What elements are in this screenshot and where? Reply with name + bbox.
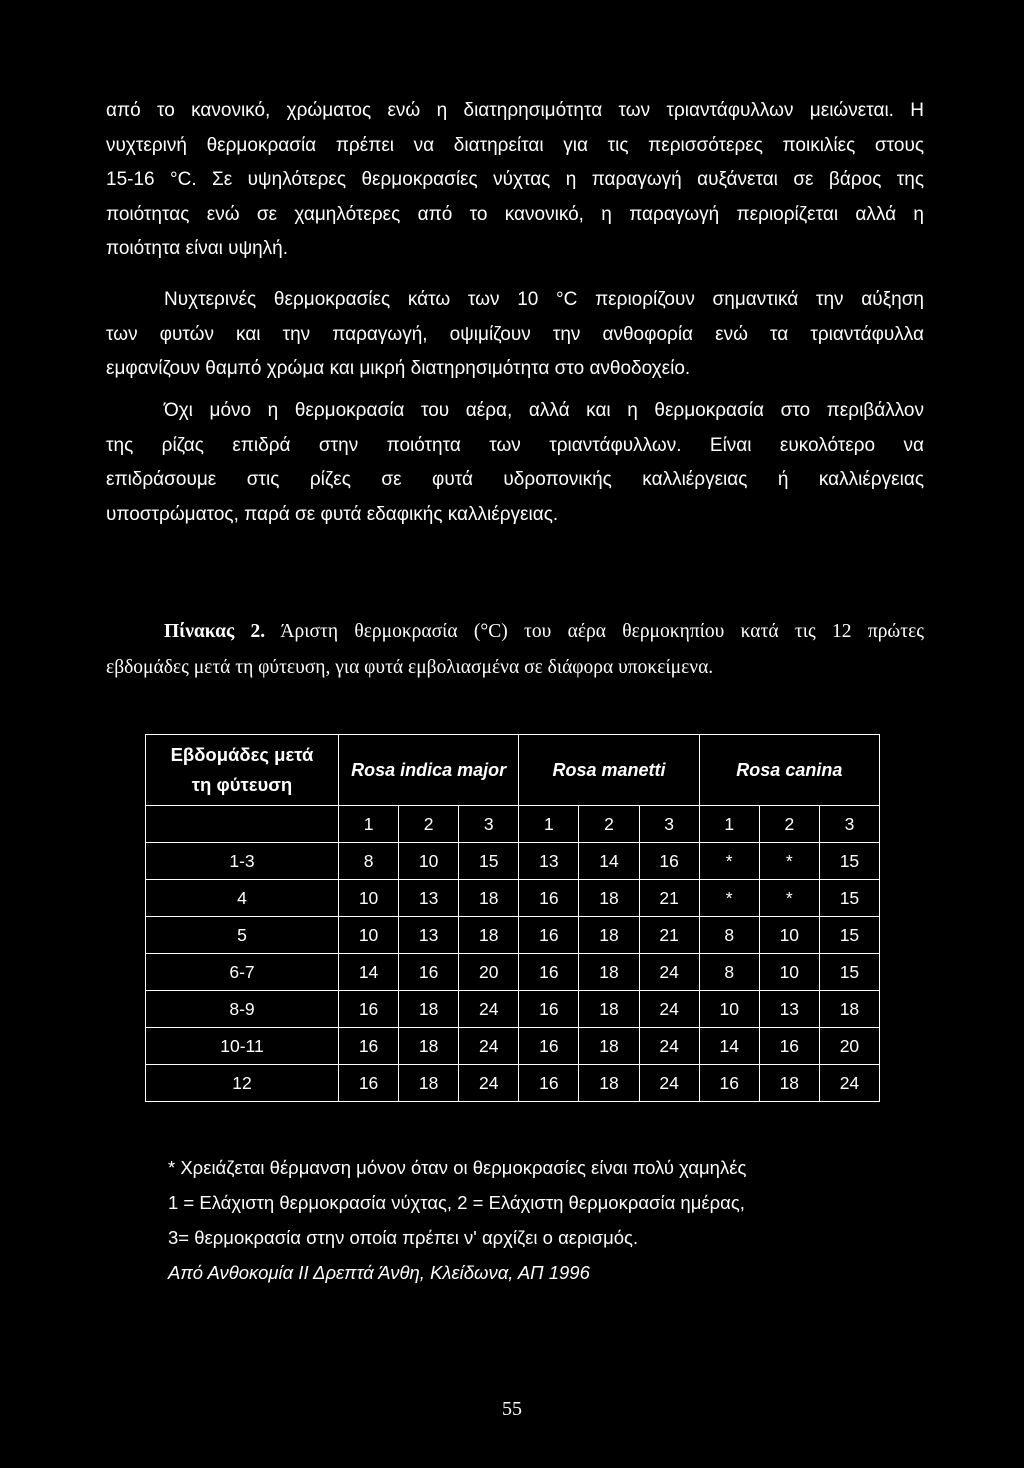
temperature-cell: 24 xyxy=(639,1065,699,1102)
temperature-cell: 18 xyxy=(459,880,519,917)
table-row xyxy=(146,1028,880,1065)
table-row xyxy=(146,954,880,991)
subheader-cell: 2 xyxy=(399,806,459,843)
subheader-cell: 3 xyxy=(639,806,699,843)
temperature-cell: 18 xyxy=(459,917,519,954)
temperature-cell: 24 xyxy=(459,991,519,1028)
header-rosa-canina: Rosa canina xyxy=(699,735,879,806)
legend-line: 3= θερμοκρασία στην οποία πρέπει ν' αρχίζει ο αερισμός. xyxy=(168,1227,639,1248)
subheader-cell: 1 xyxy=(519,806,579,843)
subheader-cell: 1 xyxy=(699,806,759,843)
paragraph-root-temperature xyxy=(106,394,924,532)
temperature-cell: 16 xyxy=(399,954,459,991)
text-line: επιδράσουμε στις ρίζες σε φυτά υδροπονικής καλλιέργειας ή καλλιέργειας xyxy=(106,469,924,490)
temperature-cell: 16 xyxy=(519,954,579,991)
temperature-cell: 24 xyxy=(459,1065,519,1102)
temperature-cell: 16 xyxy=(519,880,579,917)
temperature-cell: 16 xyxy=(339,991,399,1028)
temperature-cell: 13 xyxy=(759,991,819,1028)
week-cell: 6-7 xyxy=(146,954,339,991)
temperature-cell: 10 xyxy=(339,917,399,954)
table-caption xyxy=(106,614,924,686)
temperature-cell: 16 xyxy=(339,1065,399,1102)
temperature-cell: 15 xyxy=(819,917,879,954)
header-weeks-after-planting: Εβδομάδες μετά τη φύτευση xyxy=(146,735,339,806)
week-cell: 12 xyxy=(146,1065,339,1102)
temperature-cell: * xyxy=(699,880,759,917)
temperature-cell: 20 xyxy=(459,954,519,991)
temperature-cell: 8 xyxy=(339,843,399,880)
temperature-cell: 24 xyxy=(639,1028,699,1065)
text-line: νυχτερινή θερμοκρασία πρέπει να διατηρείται για τις περισσότερες ποικιλίες στους xyxy=(106,134,924,156)
temperature-cell: 18 xyxy=(759,1065,819,1102)
table-header-row xyxy=(146,735,880,806)
temperature-cell: 16 xyxy=(639,843,699,880)
temperature-cell: 18 xyxy=(399,1065,459,1102)
caption-line: εβδομάδες μετά τη φύτευση, για φυτά εμβολιασμένα σε διάφορα υποκείμενα. xyxy=(106,657,714,678)
temperature-cell: * xyxy=(699,843,759,880)
text-line: Νυχτερινές θερμοκρασίες κάτω των 10 °C περιορίζουν σημαντικά την αύξηση xyxy=(164,289,924,310)
temperature-cell: 10 xyxy=(699,991,759,1028)
temperature-cell: 14 xyxy=(699,1028,759,1065)
table-row xyxy=(146,843,880,880)
temperature-cell: 24 xyxy=(639,991,699,1028)
temperature-cell: 15 xyxy=(819,954,879,991)
caption-line: Πίνακας 2. Άριστη θερμοκρασία (°C) του αέρα θερμοκηπίου κατά τις 12 πρώτες xyxy=(164,621,925,642)
week-cell: 4 xyxy=(146,880,339,917)
text-line: υποστρώματος, παρά σε φυτά εδαφικής καλλιέργειας. xyxy=(106,503,559,525)
temperature-cell: 21 xyxy=(639,880,699,917)
table-row xyxy=(146,917,880,954)
source-citation: Από Ανθοκομία ΙΙ Δρεπτά Άνθη, Κλείδωνα, ΑΠ 1996 xyxy=(168,1262,590,1283)
temperature-cell: 14 xyxy=(339,954,399,991)
text-line: των φυτών και την παραγωγή, οψιμίζουν την ανθοφορία ενώ τα τριαντάφυλλα xyxy=(106,323,924,345)
temperature-cell: 18 xyxy=(579,917,639,954)
temperature-cell: 20 xyxy=(819,1028,879,1065)
temperature-cell: 8 xyxy=(699,954,759,991)
temperature-cell: 15 xyxy=(459,843,519,880)
temperature-cell: 13 xyxy=(399,880,459,917)
temperature-cell: 18 xyxy=(579,1065,639,1102)
subheader-cell: 2 xyxy=(759,806,819,843)
temperature-cell: 16 xyxy=(519,1065,579,1102)
temperature-cell: 13 xyxy=(399,917,459,954)
caption-label: Πίνακας 2. xyxy=(164,621,266,642)
temperature-cell: 18 xyxy=(579,991,639,1028)
table-row xyxy=(146,880,880,917)
subheader-cell: 3 xyxy=(819,806,879,843)
subheader-cell: 3 xyxy=(459,806,519,843)
table-subheader-row xyxy=(146,806,880,843)
temperature-cell: 18 xyxy=(579,954,639,991)
table-row xyxy=(146,991,880,1028)
temperature-cell: 16 xyxy=(519,991,579,1028)
temperature-cell: 10 xyxy=(339,880,399,917)
temperature-cell: 10 xyxy=(759,917,819,954)
table-notes xyxy=(168,1150,888,1290)
temperature-cell: 8 xyxy=(699,917,759,954)
text-line: 15-16 °C. Σε υψηλότερες θερμοκρασίες νύχτας η παραγωγή αυξάνεται σε βάρος της xyxy=(106,169,924,190)
week-cell: 8-9 xyxy=(146,991,339,1028)
temperature-cell: 18 xyxy=(819,991,879,1028)
temperature-cell: 15 xyxy=(819,880,879,917)
text-line: Όχι μόνο η θερμοκρασία του αέρα, αλλά και η θερμοκρασία στο περιβάλλον xyxy=(164,400,924,421)
temperature-cell: 18 xyxy=(399,1028,459,1065)
temperature-cell: 16 xyxy=(759,1028,819,1065)
temperature-cell: 16 xyxy=(519,1028,579,1065)
temperature-cell: 16 xyxy=(699,1065,759,1102)
header-rosa-indica-major: Rosa indica major xyxy=(339,735,519,806)
week-cell: 10-11 xyxy=(146,1028,339,1065)
temperature-cell: 18 xyxy=(579,880,639,917)
header-rosa-manetti: Rosa manetti xyxy=(519,735,699,806)
text-line: ποιότητας ενώ σε χαμηλότερες από το κανονικό, η παραγωγή περιορίζεται αλλά η xyxy=(106,203,924,225)
temperature-cell: 24 xyxy=(459,1028,519,1065)
temperature-cell: 10 xyxy=(399,843,459,880)
temperature-cell: 18 xyxy=(399,991,459,1028)
temperature-cell: 24 xyxy=(639,954,699,991)
text-line: από το κανονικό, χρώματος ενώ η διατηρησιμότητα των τριαντάφυλλων μειώνεται. Η xyxy=(106,100,924,121)
temperature-cell: 16 xyxy=(339,1028,399,1065)
temperature-cell: 24 xyxy=(819,1065,879,1102)
temperature-cell: * xyxy=(759,880,819,917)
legend-line: 1 = Ελάχιστη θερμοκρασία νύχτας, 2 = Ελάχιστη θερμοκρασία ημέρας, xyxy=(168,1192,745,1213)
week-cell: 5 xyxy=(146,917,339,954)
table-row xyxy=(146,1065,880,1102)
temperature-cell: 14 xyxy=(579,843,639,880)
subheader-cell: 1 xyxy=(339,806,399,843)
note-asterisk: * Χρειάζεται θέρμανση μόνον όταν οι θερμοκρασίες είναι πολύ χαμηλές xyxy=(168,1157,747,1178)
paragraph-low-temperatures xyxy=(106,283,924,387)
week-cell: 1-3 xyxy=(146,843,339,880)
temperature-cell: 13 xyxy=(519,843,579,880)
text-line: εμφανίζουν θαμπό χρώμα και μικρή διατηρησιμότητα στο ανθοδοχείο. xyxy=(106,358,691,379)
temperature-cell: * xyxy=(759,843,819,880)
temperature-cell: 15 xyxy=(819,843,879,880)
subheader-blank-cell xyxy=(146,806,339,843)
page-number: 55 xyxy=(502,1398,522,1420)
text-line: ποιότητα είναι υψηλή. xyxy=(106,238,289,259)
text-line: της ρίζας επιδρά στην ποιότητα των τριαντάφυλλων. Είναι ευκολότερο να xyxy=(106,434,924,456)
paragraph-night-temperature xyxy=(106,94,924,267)
temperature-table xyxy=(145,734,880,1102)
temperature-cell: 21 xyxy=(639,917,699,954)
temperature-cell: 16 xyxy=(519,917,579,954)
subheader-cell: 2 xyxy=(579,806,639,843)
table-body xyxy=(146,843,880,1102)
temperature-cell: 18 xyxy=(579,1028,639,1065)
temperature-cell: 10 xyxy=(759,954,819,991)
